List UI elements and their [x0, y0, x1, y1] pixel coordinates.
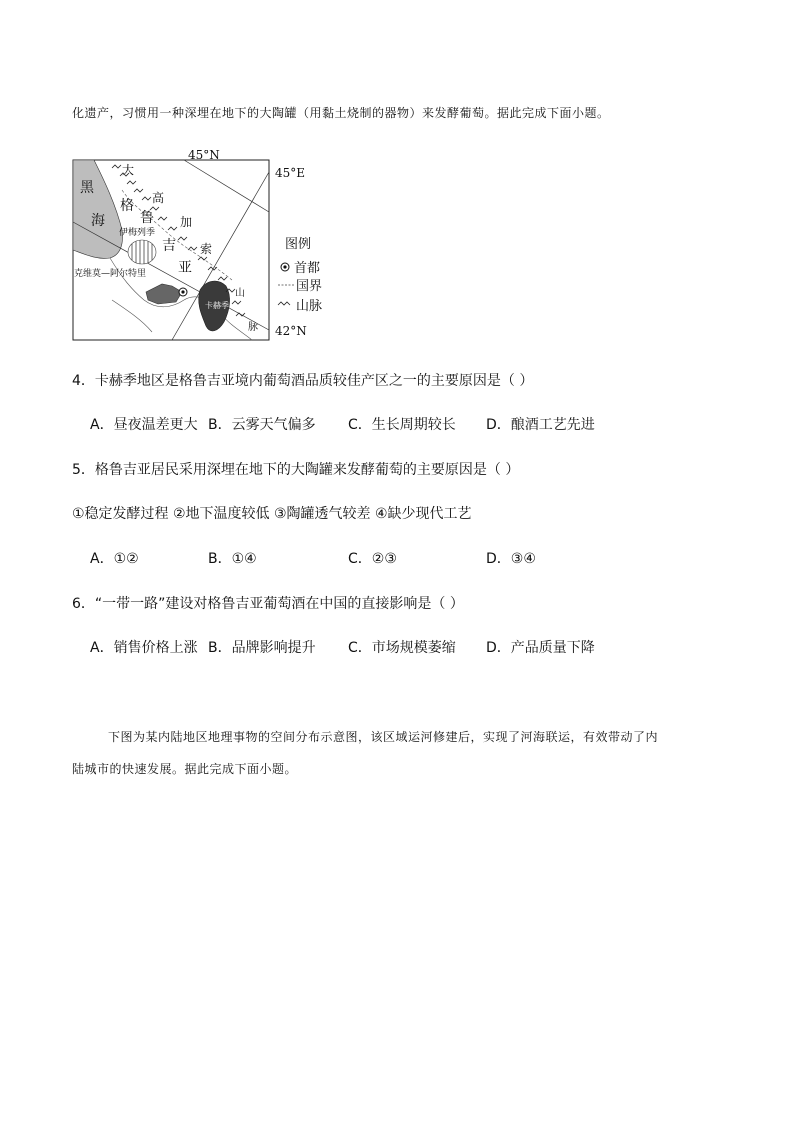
range-char-3: 加: [180, 215, 193, 229]
q4-option-b[interactable]: B．云雾天气偏多: [208, 417, 316, 433]
q4-option-a[interactable]: A．昼夜温差更大: [90, 417, 198, 433]
legend-mountain-label: 山脉: [296, 299, 323, 314]
q6-option-a[interactable]: A．销售价格上涨: [90, 640, 198, 656]
kakheti-label: 卡赫季: [205, 301, 229, 310]
legend-mountain-icon: [278, 302, 290, 305]
legend-title: 图例: [285, 237, 312, 252]
kvemo-kartli-label: 克维莫—阿尔特里: [74, 269, 147, 279]
next-passage-line-2: 陆城市的快速发展。据此完成下面小题。: [72, 762, 298, 776]
q4-option-d[interactable]: D．酿酒工艺先进: [486, 417, 595, 433]
range-char-2: 高: [152, 191, 165, 205]
q5-option-c[interactable]: C．②③: [348, 551, 397, 567]
question-6-stem: 6．“一带一路”建设对格鲁吉亚葡萄酒在中国的直接影响是（ ）: [72, 596, 464, 612]
country-char-3: 吉: [162, 238, 176, 254]
imereti-region: [128, 240, 156, 264]
question-5-statements: ①稳定发酵过程 ②地下温度较低 ③陶罐透气较差 ④缺少现代工艺: [72, 506, 472, 522]
mountain-char-1: 山: [235, 288, 245, 299]
intro-paragraph: 化遗产，习惯用一种深埋在地下的大陶罐（用黏土烧制的器物）来发酵葡萄。据此完成下面小题。: [72, 106, 610, 120]
q6-option-b[interactable]: B．品牌影响提升: [208, 640, 316, 656]
sea-label-2: 海: [91, 213, 105, 229]
legend-border-label: 国界: [296, 279, 323, 294]
q6-option-c[interactable]: C．市场规模萎缩: [348, 640, 456, 656]
range-char-1: 大: [122, 163, 135, 177]
country-char-2: 鲁: [140, 210, 154, 226]
q5-option-d[interactable]: D．③④: [486, 551, 536, 567]
georgia-map: [72, 150, 347, 345]
imereti-label: 伊梅列季: [119, 228, 156, 238]
map-legend: [278, 237, 322, 314]
legend-capital-label: 首都: [294, 261, 321, 276]
lat-45n-label: 45°N: [188, 150, 220, 162]
country-char-1: 格: [120, 198, 134, 214]
lon-45e-label: 45°E: [275, 166, 306, 180]
legend-capital-dot-icon: [283, 265, 286, 268]
lat-42n-label: 42°N: [275, 324, 307, 338]
range-char-4: 索: [200, 242, 213, 256]
next-passage-line-1: 下图为某内陆地区地理事物的空间分布示意图，该区域运河修建后，实现了河海联运，有效带动了内: [108, 730, 659, 744]
question-5-stem: 5．格鲁吉亚居民采用深埋在地下的大陶罐来发酵葡萄的主要原因是（ ）: [72, 462, 520, 478]
sea-label-1: 黑: [80, 180, 94, 196]
q5-option-b[interactable]: B．①④: [208, 551, 257, 567]
question-4-stem: 4．卡赫季地区是格鲁吉亚境内葡萄酒品质较佳产区之一的主要原因是（ ）: [72, 373, 534, 389]
q5-option-a[interactable]: A．①②: [90, 551, 139, 567]
country-char-4: 亚: [178, 260, 192, 276]
q4-option-c[interactable]: C．生长周期较长: [348, 417, 456, 433]
capital-dot-icon: [181, 290, 184, 293]
mountain-char-2: 脉: [248, 322, 258, 333]
q6-option-d[interactable]: D．产品质量下降: [486, 640, 595, 656]
